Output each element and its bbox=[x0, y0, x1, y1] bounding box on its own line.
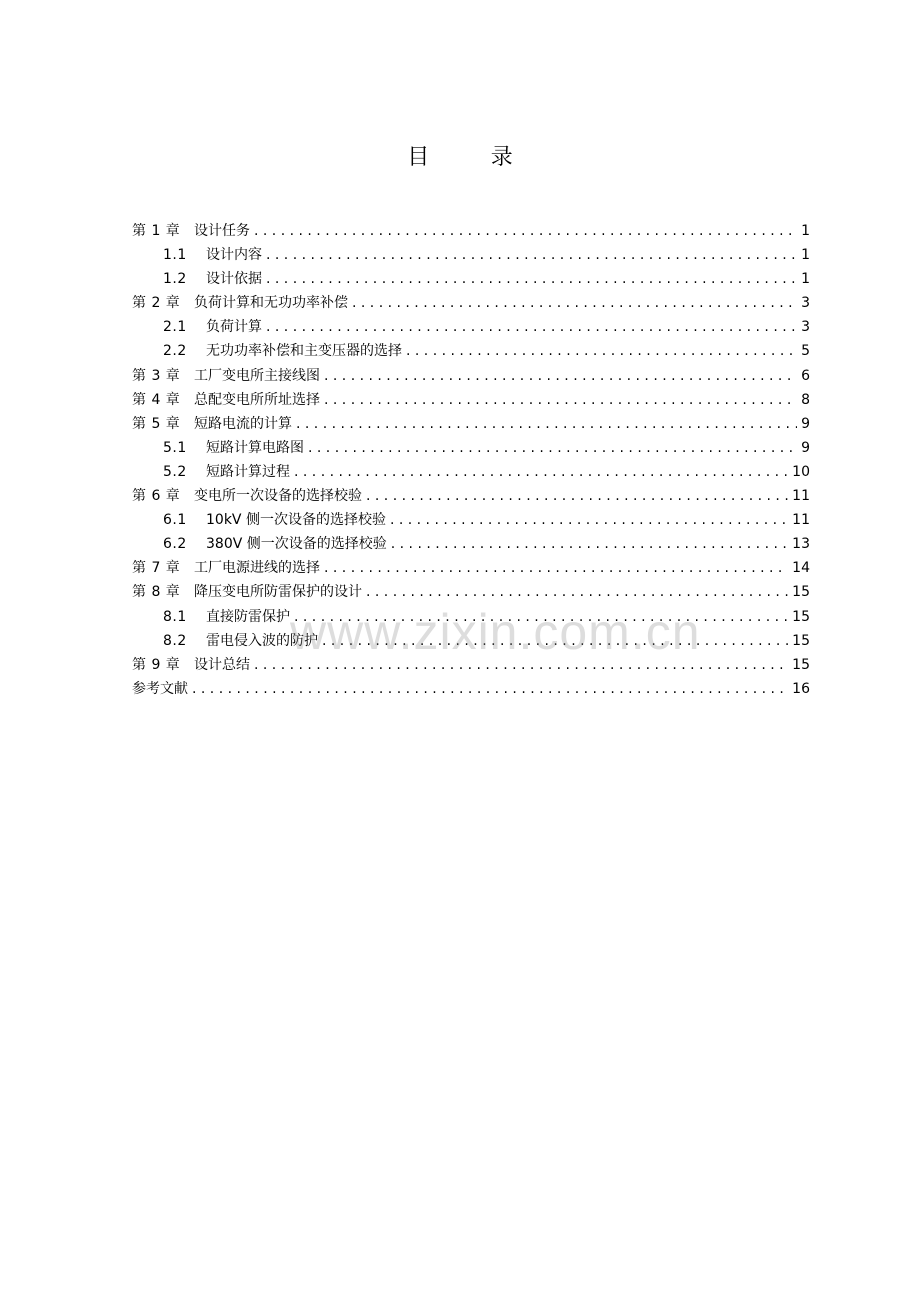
toc-section-entry[interactable] bbox=[132, 629, 810, 653]
toc-page-number: 9 bbox=[801, 439, 810, 456]
toc-chapter-entry[interactable] bbox=[132, 677, 810, 701]
toc-leader-dots bbox=[324, 388, 797, 412]
toc-entry-number: 第 9 章 bbox=[132, 656, 181, 673]
toc-leader-dots bbox=[391, 532, 788, 556]
toc-title: 目 录 bbox=[407, 145, 533, 170]
toc-page-number: 3 bbox=[801, 319, 810, 336]
toc-section-entry[interactable] bbox=[132, 532, 810, 556]
toc-section-entry[interactable] bbox=[132, 315, 810, 339]
toc-page-number: 11 bbox=[792, 488, 810, 505]
toc-entry-title: 短路计算过程 bbox=[206, 463, 290, 480]
toc-section-entry[interactable] bbox=[132, 267, 810, 291]
toc-entry-title: 直接防雷保护 bbox=[206, 608, 290, 625]
toc-entry-title: 负荷计算和无功功率补偿 bbox=[194, 295, 348, 312]
toc-leader-dots bbox=[322, 629, 788, 653]
toc-leader-dots bbox=[366, 580, 788, 604]
toc-page-number: 15 bbox=[792, 584, 810, 601]
toc-section-entry[interactable] bbox=[132, 605, 810, 629]
watermark: www.zixin.com.cn bbox=[290, 604, 701, 660]
toc-entry-number: 1.1 bbox=[163, 247, 187, 264]
toc-leader-dots bbox=[254, 653, 788, 677]
toc-chapter-entry[interactable] bbox=[132, 364, 810, 388]
toc-section-entry[interactable] bbox=[132, 460, 810, 484]
toc-leader-dots bbox=[266, 315, 797, 339]
toc-entry-number: 第 4 章 bbox=[132, 391, 181, 408]
toc-leader-dots bbox=[254, 219, 797, 243]
toc-entry-title: 设计内容 bbox=[206, 247, 262, 264]
toc-section-entry[interactable] bbox=[132, 508, 810, 532]
toc-entry-number: 6.1 bbox=[163, 512, 187, 529]
toc-entry-title: 设计依据 bbox=[206, 271, 262, 288]
toc-section-entry[interactable] bbox=[132, 339, 810, 363]
toc-chapter-entry[interactable] bbox=[132, 556, 810, 580]
toc-page-number: 14 bbox=[792, 560, 810, 577]
toc-leader-dots bbox=[406, 339, 797, 363]
toc-entry-number: 5.1 bbox=[163, 439, 187, 456]
toc-leader-dots bbox=[390, 508, 788, 532]
toc-entry-number: 8.1 bbox=[163, 608, 187, 625]
toc-entry-number: 第 1 章 bbox=[132, 223, 181, 239]
toc-page-number: 15 bbox=[792, 656, 810, 673]
toc-section-entry[interactable] bbox=[132, 243, 810, 267]
toc-entry-number: 第 5 章 bbox=[132, 415, 181, 432]
table-of-contents bbox=[132, 219, 810, 701]
toc-chapter-entry[interactable] bbox=[132, 653, 810, 677]
toc-page-number: 15 bbox=[792, 608, 810, 625]
toc-entry-number: 8.2 bbox=[163, 632, 187, 649]
toc-section-entry[interactable] bbox=[132, 436, 810, 460]
toc-leader-dots bbox=[192, 677, 788, 701]
toc-page-number: 5 bbox=[801, 343, 810, 360]
toc-page-number: 9 bbox=[801, 415, 810, 432]
toc-entry-title: 负荷计算 bbox=[206, 319, 262, 336]
toc-entry-number: 第 2 章 bbox=[132, 295, 181, 312]
toc-leader-dots bbox=[352, 291, 797, 315]
toc-page-number: 15 bbox=[792, 632, 810, 649]
toc-entry-title: 短路计算电路图 bbox=[206, 439, 304, 456]
toc-entry-number: 1.2 bbox=[163, 271, 187, 288]
toc-entry-number: 第 6 章 bbox=[132, 488, 181, 505]
toc-entry-title: 总配变电所所址选择 bbox=[194, 391, 320, 408]
toc-entry-title: 10kV 侧一次设备的选择校验 bbox=[206, 512, 386, 529]
toc-page-number: 11 bbox=[792, 512, 810, 529]
toc-entry-title: 变电所一次设备的选择校验 bbox=[194, 488, 362, 505]
toc-entry-number: 第 7 章 bbox=[132, 560, 181, 577]
toc-entry-title: 雷电侵入波的防护 bbox=[206, 632, 318, 649]
toc-chapter-entry[interactable] bbox=[132, 412, 810, 436]
toc-chapter-entry[interactable] bbox=[132, 580, 810, 604]
toc-page-number: 16 bbox=[792, 680, 810, 697]
toc-chapter-entry[interactable] bbox=[132, 219, 810, 243]
toc-entry-number: 2.1 bbox=[163, 319, 187, 336]
toc-leader-dots bbox=[324, 364, 797, 388]
toc-page-number: 3 bbox=[801, 295, 810, 312]
toc-page-number: 8 bbox=[801, 391, 810, 408]
toc-chapter-entry[interactable] bbox=[132, 388, 810, 412]
toc-entry-title: 无功功率补偿和主变压器的选择 bbox=[206, 343, 402, 360]
toc-entry-title: 380V 侧一次设备的选择校验 bbox=[206, 536, 387, 553]
toc-leader-dots bbox=[266, 267, 797, 291]
toc-leader-dots bbox=[294, 460, 788, 484]
toc-entry-number: 2.2 bbox=[163, 343, 187, 360]
toc-page-number: 10 bbox=[792, 463, 810, 480]
toc-page-number: 1 bbox=[801, 247, 810, 264]
toc-entry-number: 第 8 章 bbox=[132, 584, 181, 601]
toc-entry-title: 设计任务 bbox=[194, 223, 250, 239]
toc-leader-dots bbox=[366, 484, 788, 508]
toc-leader-dots bbox=[308, 436, 797, 460]
toc-page-number: 1 bbox=[801, 271, 810, 288]
toc-chapter-entry[interactable] bbox=[132, 291, 810, 315]
toc-entry-title: 参考文献 bbox=[132, 680, 188, 697]
toc-leader-dots bbox=[266, 243, 797, 267]
toc-entry-number: 第 3 章 bbox=[132, 367, 181, 384]
toc-entry-number: 6.2 bbox=[163, 536, 187, 553]
toc-chapter-entry[interactable] bbox=[132, 484, 810, 508]
toc-entry-title: 短路电流的计算 bbox=[194, 415, 292, 432]
toc-page-number: 1 bbox=[801, 223, 810, 239]
toc-entry-title: 工厂变电所主接线图 bbox=[194, 367, 320, 384]
toc-leader-dots bbox=[294, 605, 788, 629]
toc-entry-title: 工厂电源进线的选择 bbox=[194, 560, 320, 577]
toc-entry-title: 降压变电所防雷保护的设计 bbox=[194, 584, 362, 601]
toc-entry-number: 5.2 bbox=[163, 463, 187, 480]
toc-leader-dots bbox=[324, 556, 788, 580]
toc-leader-dots bbox=[296, 412, 797, 436]
toc-page-number: 6 bbox=[801, 367, 810, 384]
toc-entry-title: 设计总结 bbox=[194, 656, 250, 673]
toc-page-number: 13 bbox=[792, 536, 810, 553]
